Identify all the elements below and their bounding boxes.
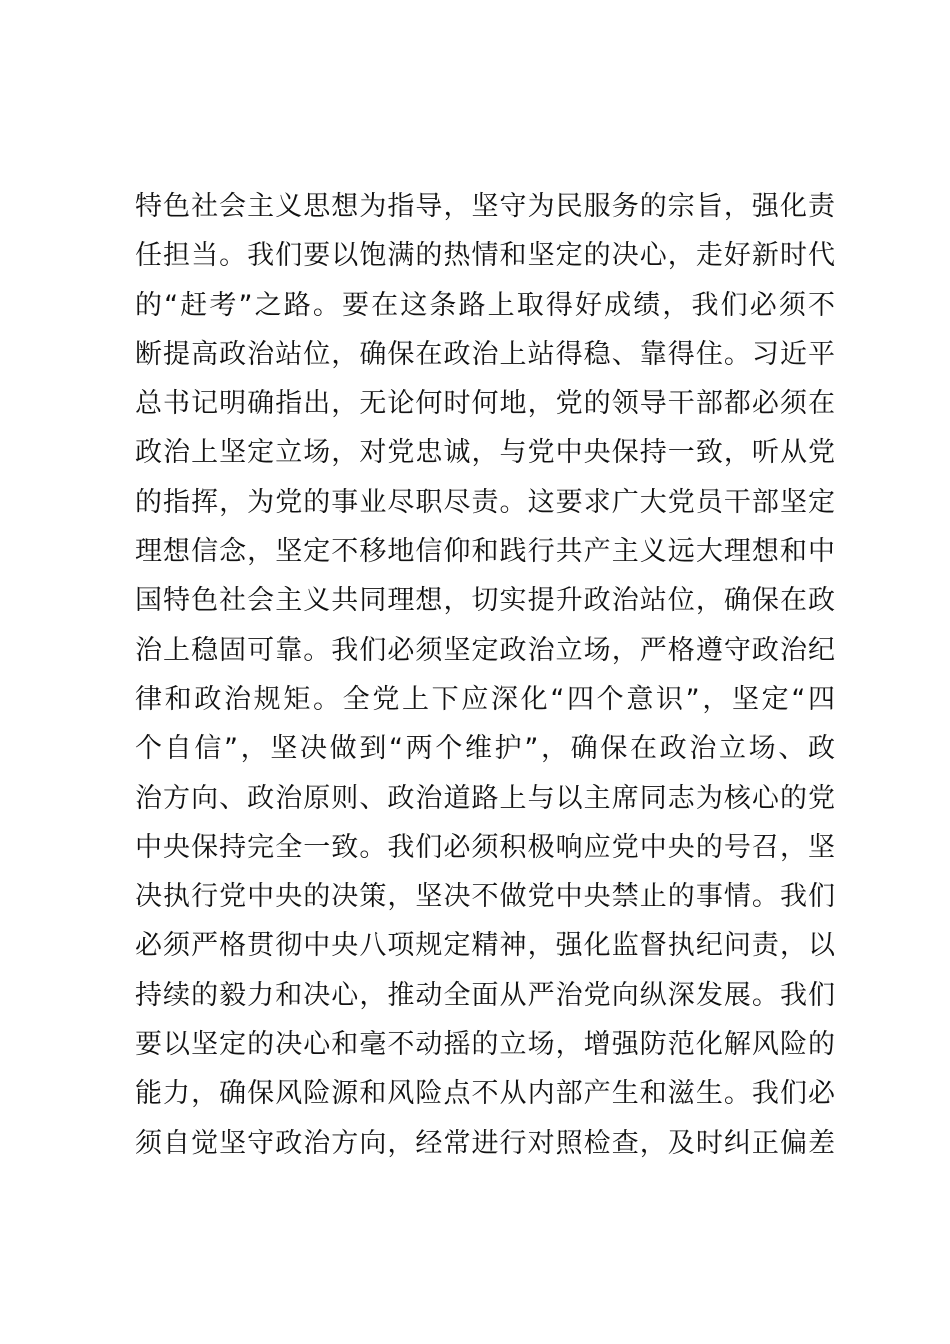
text-line: 断提高政治站位，确保在政治上站得稳、靠得住。习近平 [135, 338, 835, 370]
text-line: 决执行党中央的决策，坚决不做党中央禁止的事情。我们 [135, 881, 835, 913]
text-line: 治方向、政治原则、政治道路上与以主席同志为核心的党 [135, 782, 835, 814]
text-line: 持续的毅力和决心，推动全面从严治党向纵深发展。我们 [135, 979, 835, 1011]
text-line: 的指挥，为党的事业尽职尽责。这要求广大党员干部坚定 [135, 486, 835, 518]
text-line: 治上稳固可靠。我们必须坚定政治立场，严格遵守政治纪 [135, 634, 835, 666]
text-line: 任担当。我们要以饱满的热情和坚定的决心，走好新时代 [135, 240, 835, 272]
text-line: 的“赶考”之路。要在这条路上取得好成绩，我们必须不 [135, 289, 835, 321]
body-text [135, 182, 835, 1168]
text-line: 要以坚定的决心和毫不动摇的立场，增强防范化解风险的 [135, 1029, 835, 1061]
text-line: 特色社会主义思想为指导，坚守为民服务的宗旨，强化责 [135, 191, 835, 222]
text-line: 律和政治规矩。全党上下应深化“四个意识”，坚定“四 [135, 683, 835, 715]
text-line: 能力，确保风险源和风险点不从内部产生和滋生。我们必 [135, 1078, 835, 1110]
text-line: 必须严格贯彻中央八项规定精神，强化监督执纪问责，以 [135, 930, 835, 962]
text-line: 须自觉坚守政治方向，经常进行对照检查，及时纠正偏差 [135, 1127, 835, 1159]
text-line: 总书记明确指出，无论何时何地，党的领导干部都必须在 [135, 388, 835, 420]
text-line: 中央保持完全一致。我们必须积极响应党中央的号召，坚 [135, 831, 835, 863]
text-line: 个自信”，坚决做到“两个维护”，确保在政治立场、政 [135, 733, 835, 765]
text-line: 政治上坚定立场，对党忠诚，与党中央保持一致，听从党 [135, 437, 835, 469]
text-line: 理想信念，坚定不移地信仰和践行共产主义远大理想和中 [135, 536, 835, 568]
text-line: 国特色社会主义共同理想，切实提升政治站位，确保在政 [135, 585, 835, 617]
